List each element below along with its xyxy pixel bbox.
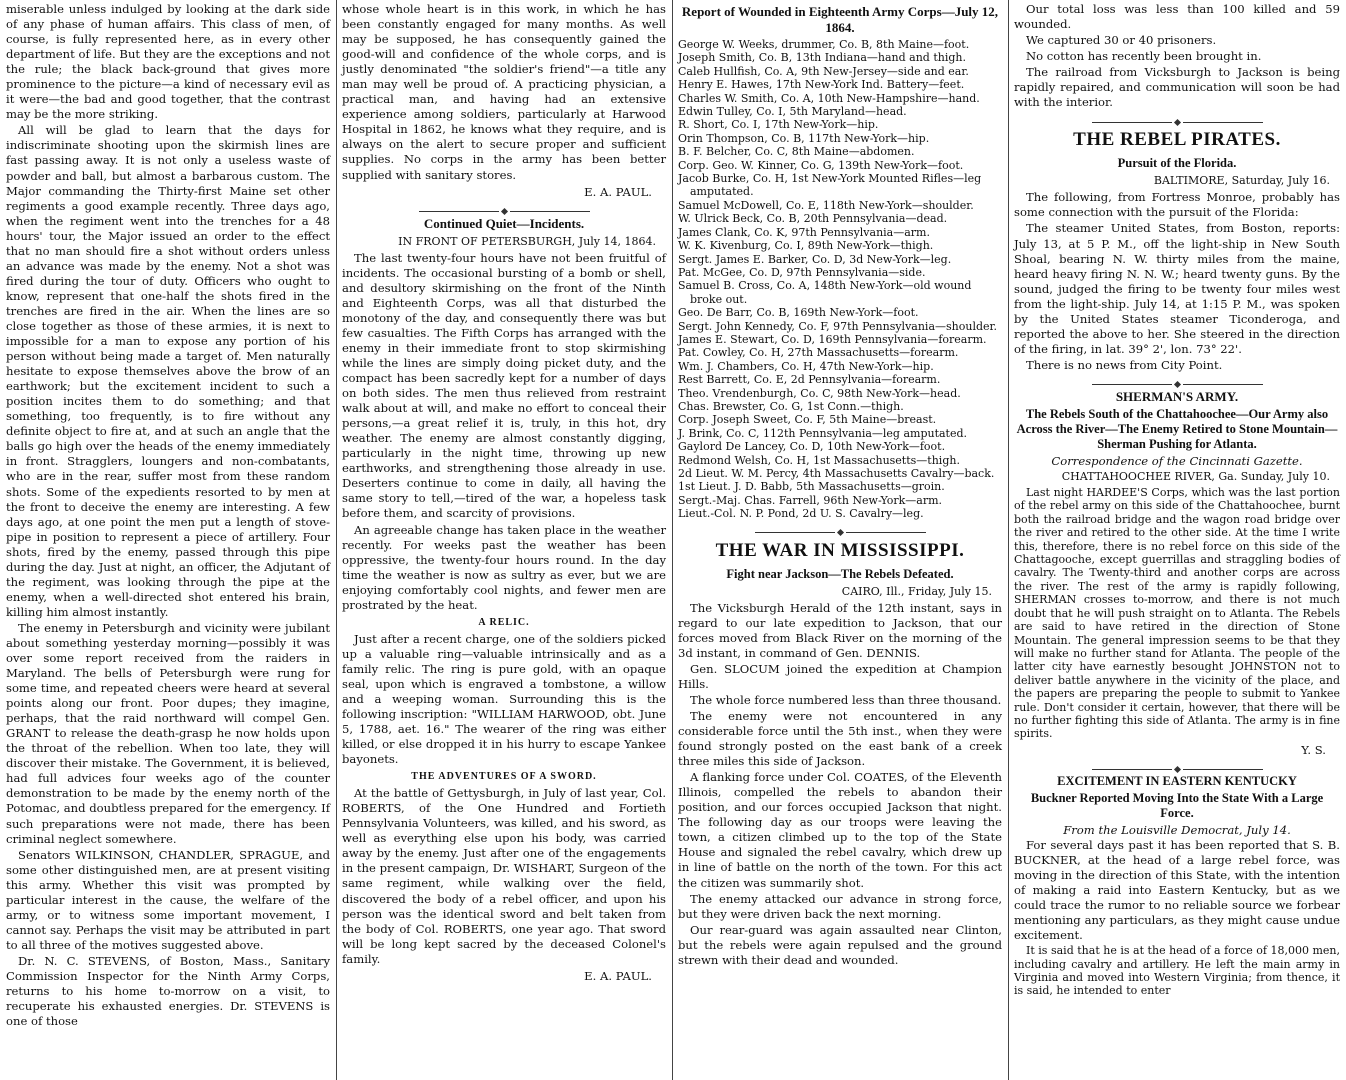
article-subheading: Pursuit of the Florida. [1117,156,1237,171]
wounded-entry: Joseph Smith, Co. B, 13th Indiana—hand and thigh. [678,51,966,65]
article-heading: EXCITEMENT IN EASTERN KENTUCKY [1057,773,1297,788]
paragraph: It is said that he is at the head of a force of 18,000 men, including cavalry and artillery. He left the main army in Virginia and moved into Western Virginia; from thence, it is said, he intended to enter [1014,944,1340,998]
wounded-list [678,38,1002,521]
paragraph: Our total loss was less than 100 killed and 59 wounded. [1014,2,1340,32]
paragraph: The Vicksburgh Herald of the 12th instant, says in regard to our late expedition to Jackson, that our forces moved from Black River on the morning of the 3d instant, in command of Gen. DENNIS. [678,600,1002,660]
paragraph: Last night HARDEE'S Corps, which was the last portion of the rebel army on this side of the Chattahoochee, burnt both the railroad bridge and the wagon road bridge over the river and retired to the other side. At the time I write this, therefore, there is no rebel force on this side of the Chattagooche, except guerrillas and straggling bodies of cavalry. The Twenty-third and another corps are across the river. The rest of the army is rapidly following, SHERMAN crosses to-morrow, and there is not much doubt that he will push straight on to Atlanta. The Rebels are said to have retired in the direction of Stone Mountain. The general impression seems to be that they will make no further stand for Atlanta. The people of the latter city have earnestly besought JOHNSTON not to deliver battle anywhere in the vicinity of the place, and the papers are preparing the people to submit to Yankee rule. Don't consider it certain, however, that there will be no further fighting this side of Atlanta. The army is in fine spirits. [1014,486,1340,741]
paragraph: Our rear-guard was again assaulted near Clinton, but the rebels were again repulsed and the ground strewn with their dead and wounded. [678,922,1002,967]
paragraph: The railroad from Vicksburgh to Jackson is being rapidly repaired, and communication will soon be had with the interior. [1014,65,1340,110]
subheading: A RELIC. [478,616,530,628]
section-divider [1014,114,1340,122]
paragraph: Just after a recent charge, one of the soldiers picked up a valuable ring—valuable intrinsically and as a family relic. The ring is pure gold, with an opaque seal, upon which is engraved a tombstone, a willow and a weeping woman. Surrounding this is the following inscription: "WILLIAM HARWOOD, obt. June 5, 1788, aet. 16." The wearer of the ring was either killed, or else dropped it in his hurry to escape Yankee bayonets. [342,631,666,767]
paragraph: The last twenty-four hours have not been fruitful of incidents. The occasional bursting of a bomb or shell, and desultory skirmishing on the front of the Ninth and Eighteenth Corps, was all that disturbed the monotony of the day, and consequently there was but few casualties. The Fifth Corps has arranged with the enemy in their immediate front to stop skirmishing while the lines are simply doing picket duty, and the compact has been sacredly kept for a number of days on both sides. The men thus relieved from restraint walk about at will, and make no effort to conceal their persons,—a great relief it is, truly, in this hot, dry weather. The enemy are almost constantly digging, particularly in the night time, throwing up new earthworks, and strengthening those already in use. Deserters continue to come in daily, all having the same story to tell,—tired of the war, a hopeless task before them, and scarcity of provisions. [342,250,666,521]
wounded-entry: Sergt. James E. Barker, Co. D, 3d New-York—leg. [678,252,952,266]
wounded-entry: Geo. De Barr, Co. B, 169th New-York—foot. [678,306,919,320]
column-2 [336,2,672,1080]
article-heading: Report of Wounded in Eighteenth Army Corps—July 12, 1864. [681,4,999,35]
paragraph: An agreeable change has taken place in the weather recently. For weeks past the weather has been oppressive, the twenty-four hours round. In the day time the weather is now as sultry as ever, but we are enjoying comfortably cool nights, and fewer men are prostrated by the heat. [342,522,666,612]
wounded-entry: 1st Lieut. J. D. Babb, 5th Massachusetts—groin. [678,480,945,494]
article-heading: Continued Quiet—Incidents. [423,215,585,231]
wounded-entry: Redmond Welsh, Co. H, 1st Massachusetts—thigh. [678,453,960,467]
dateline: IN FRONT OF PETERSBURGH, July 14, 1864. [398,234,656,248]
wounded-entry: W. K. Kivenburg, Co. I, 89th New-York—thigh. [678,239,934,253]
signature: E. A. PAUL. [584,184,652,199]
wounded-entry: Corp. Joseph Sweet, Co. F, 5th Maine—breast. [678,413,937,427]
paragraph: For several days past it has been reported that S. B. BUCKNER, at the head of a large rebel force, was moving in the direction of this State, with the intention of making a raid into Eastern Kentucky, but as we could trace the rumor to no reliable source we forbear mentioning any particulars, as they might cause undue excitement. [1014,837,1340,943]
wounded-entry: J. Brink, Co. C, 112th Pennsylvania—leg amputated. [678,426,968,440]
paragraph: There is no news from City Point. [1026,357,1223,372]
article-heading: SHERMAN'S ARMY. [1115,388,1239,404]
wounded-entry: Theo. Vrendenburgh, Co. C, 98th New-York—head. [678,386,961,400]
paragraph: Senators WILKINSON, CHANDLER, SPRAGUE, and some other distinguished men, are at present visiting this army. Whether this visit was prompted by particular interest in the cause, the welfare of the army, or to witness some important movement, I cannot say. Perhaps the visit may be attributed in part to all three of the motives suggested above. [6,847,330,952]
article-heading: THE WAR IN MISSISSIPPI. [715,539,965,561]
paragraph: The enemy were not encountered in any considerable force until the 5th inst., when they were found strongly posted on the east bank of a creek three miles this side of Jackson. [678,709,1002,769]
wounded-entry: Charles W. Smith, Co. A, 10th New-Hampshire—hand. [678,91,980,105]
wounded-entry: R. Short, Co. I, 17th New-York—hip. [678,118,879,132]
wounded-entry: Sergt.-Maj. Chas. Farrell, 96th New-York—arm. [678,493,943,507]
wounded-entry: Samuel B. Cross, Co. A, 148th New-York—old wound broke out. [678,279,972,306]
dateline: CHATTAHOOCHEE RIVER, Ga. Sunday, July 10. [1061,469,1330,483]
paragraph: A flanking force under Col. COATES, of the Eleventh Illinois, compelled the rebels to abandon their position, and our forces occupied Jackson that night. The following day as our troops were leaving the town, a citizen climbed up to the top of the State House and signaled the rebel cavalry, which drew up in line of battle on the north of the town. For this act the citizen was summarily shot. [678,770,1002,890]
paragraph: All will be glad to learn that the days for indiscriminate shooting upon the skirmish lines are fast passing away. It is not only a useless waste of powder and ball, but almost a barbarous custom. The Major commanding the Thirty-first Maine set other regiments a good example recently. Three days ago, when the regiment went into the trenches for a 48 hours' tour, the Major issued an order to the effect that no man should fire a shot without orders unless an advance was made by the enemy. Not a shot was fired during the tour of duty. Officers who ought to know, represent that one-half the shots fired in the trenches are fired in the air. When the lines are so close together as those of these armies, it is next to impossible for a man to expose any portion of his person without being made a target of. Men naturally hesitate to expose themselves above the brow of an earthwork; but the excitement incident to such a position incites them to do something; and that something, too frequently, is to fire without any definite object to fire at, and at such an angle that the balls go high over the heads of the enemy immediately in front. Stragglers, loungers and non-combatants, who are in the rear, suffer most from these random shots. Some of the expedients resorted to by men at the front to deceive the enemy are interesting. A few days ago, at one point the men put a length of stove-pipe in position to represent a piece of artillery. Four shots, fired by the enemy, passed through this pipe during the day. Just at night, an officer, the Adjutant of the regiment, was looking through the pipe at the enemy, when a well-directed shot entered his brain, killing him almost instantly. [6,123,330,619]
paragraph: The enemy in Petersburgh and vicinity were jubilant about something yesterday morning—possibly it was over some report received from the raiders in Maryland. The bells of Petersburgh were rung for some time, and repeated cheers were heard at several points along our front. Poor dupes; they imagine, perhaps, that the raid northward will compel Gen. GRANT to release the death-grasp he now holds upon the throat of the rebellion. When too late, they will discover their mistake. The Government, it is believed, had full advices four weeks ago of the counter demonstration to be made by the enemy north of the Potomac, and doubtless prepared for the emergency. If such preparations were not made, there has been criminal neglect somewhere. [6,620,330,846]
source-line: From the Louisville Democrat, July 14. [1063,822,1291,837]
wounded-entry: Sergt. John Kennedy, Co. F, 97th Pennsylvania—shoulder. [678,319,998,333]
paragraph: Dr. N. C. STEVENS, of Boston, Mass., Sanitary Commission Inspector for the Ninth Army Corps, returns to his home to-morrow on a visit, to recuperate his exhausted energies. Dr. STEVENS is one of those [6,953,330,1029]
wounded-entry: Jacob Burke, Co. H, 1st New-York Mounted Rifles—leg amputated. [678,172,982,199]
paragraph: We captured 30 or 40 prisoners. [1026,33,1217,48]
wounded-entry: 2d Lieut. W. M. Percy, 4th Massachusetts Cavalry—back. [678,467,995,480]
column-3 [672,2,1008,1080]
wounded-entry: Orin Thompson, Co. B, 117th New-York—hip. [678,131,930,145]
column-4 [1008,2,1346,1080]
wounded-entry: Edwin Tulley, Co. I, 5th Maryland—head. [678,105,907,119]
paragraph: The whole force numbered less than three thousand. [690,692,1002,707]
wounded-entry: Wm. J. Chambers, Co. H, 47th New-York—hip. [678,359,934,373]
paragraph: miserable unless indulged by looking at the dark side of any phase of human affairs. This class of men, of course, is fully represented here, as in every other department of life. But they are the exceptions and not the rule; the black back-ground that gives more prominence to the picture—a kind of necessary evil as it were—the bad and good together, that the contrast may be the more striking. [6,2,330,122]
section-divider [1014,762,1340,770]
paragraph: The enemy attacked our advance in strong force, but they were driven back the next morning. [678,891,1002,921]
wounded-entry: Rest Barrett, Co. E, 2d Pennsylvania—forearm. [678,373,941,387]
wounded-entry: Henry E. Hawes, 17th New-York Ind. Battery—feet. [678,78,965,92]
paragraph: whose whole heart is in this work, in which he has been constantly engaged for many months. As well may be supposed, he has consequently gained the good-will and confidence of the whole corps, and is justly denominated "the soldier's friend"—a title any man may well be proud of. A practicing physician, a practical man, and having had an extensive experience among soldiers, particularly at Harwood Hospital in 1862, he knows what they require, and is always on the alert to secure proper and sufficient supplies. No corps in the army has been better supplied with sanitary stores. [342,2,666,182]
article-heading: THE REBEL PIRATES. [1073,129,1281,151]
signature: E. A. PAUL. [584,968,652,983]
section-divider [1014,377,1340,385]
subheading: THE ADVENTURES OF A SWORD. [411,771,597,783]
source-line: Correspondence of the Cincinnati Gazette. [1051,453,1303,468]
paragraph: Gen. SLOCUM joined the expedition at Champion Hills. [678,661,1002,691]
wounded-entry: Pat. McGee, Co. D, 97th Pennsylvania—side. [678,265,926,279]
dateline: CAIRO, Ill., Friday, July 15. [841,584,992,598]
wounded-entry: Lieut.-Col. N. P. Pond, 2d U. S. Cavalry—leg. [678,507,924,521]
wounded-entry: B. F. Belcher, Co. C, 8th Maine—abdomen. [678,145,915,159]
wounded-entry: James E. Stewart, Co. D, 169th Pennsylvania—forearm. [678,332,987,346]
article-subheading: The Rebels South of the Chattahoochee—Our Army also Across the River—The Enemy Retired to Stone Mountain—Sherman Pushing for Atlanta. [1016,406,1338,451]
paragraph: No cotton has recently been brought in. [1026,49,1262,64]
signature: Y. S. [1301,742,1326,757]
wounded-entry: Pat. Cowley, Co. H, 27th Massachusetts—forearm. [678,346,959,360]
column-1 [0,2,336,1080]
wounded-entry: Caleb Hullfish, Co. A, 9th New-Jersey—side and ear. [678,64,969,78]
wounded-entry: Gaylord De Lancey, Co. D, 10th New-York—foot. [678,440,946,454]
wounded-entry: Corp. Geo. W. Kinner, Co. G, 139th New-York—foot. [678,158,964,172]
wounded-entry: James Clank, Co. K, 97th Pennsylvania—arm. [678,225,930,239]
paragraph: The following, from Fortress Monroe, probably has some connection with the pursuit of the Florida: [1014,190,1340,220]
article-subheading: Buckner Reported Moving Into the State With a Large Force. [1030,790,1324,820]
wounded-entry: George W. Weeks, drummer, Co. B, 8th Maine—foot. [678,38,970,51]
dateline: BALTIMORE, Saturday, July 16. [1153,174,1330,188]
paragraph: At the battle of Gettysburgh, in July of last year, Col. ROBERTS, of the One Hundred and Fortieth Pennsylvania Volunteers, was killed, and his sword, as well as everything else upon his body, was carried away by the enemy. Just after one of the engagements in the present campaign, Dr. WISHART, Surgeon of the same regiment, while walking over the field, discovered the body of a rebel officer, and upon his person was the identical sword and belt taken from the body of Col. ROBERTS, one year ago. That sword will be long kept sacred by the deceased Colonel's family. [342,786,666,966]
section-divider [342,204,666,212]
section-divider [678,525,1002,533]
paragraph: The steamer United States, from Boston, reports: July 13, at 5 P. M., off the light-ship in New South Shoal, bearing N. W. thirty miles from the maine, heard heavy firing N. N. W.; heard twenty guns. By the sound, judged the firing to be twenty four miles west from the light-ship. July 14, at 1:15 P. M., was spoken by the United States steamer Ticonderoga, and reported the above to her. She steered in the direction of the firing, in lat. 39° 2', lon. 73° 22'. [1014,221,1340,356]
article-subheading: Fight near Jackson—The Rebels Defeated. [726,566,954,581]
wounded-entry: Chas. Brewster, Co. G, 1st Conn.—thigh. [678,399,904,413]
wounded-entry: Samuel McDowell, Co. E, 118th New-York—shoulder. [678,198,974,212]
wounded-entry: W. Ulrick Beck, Co. B, 20th Pennsylvania—dead. [678,212,948,226]
